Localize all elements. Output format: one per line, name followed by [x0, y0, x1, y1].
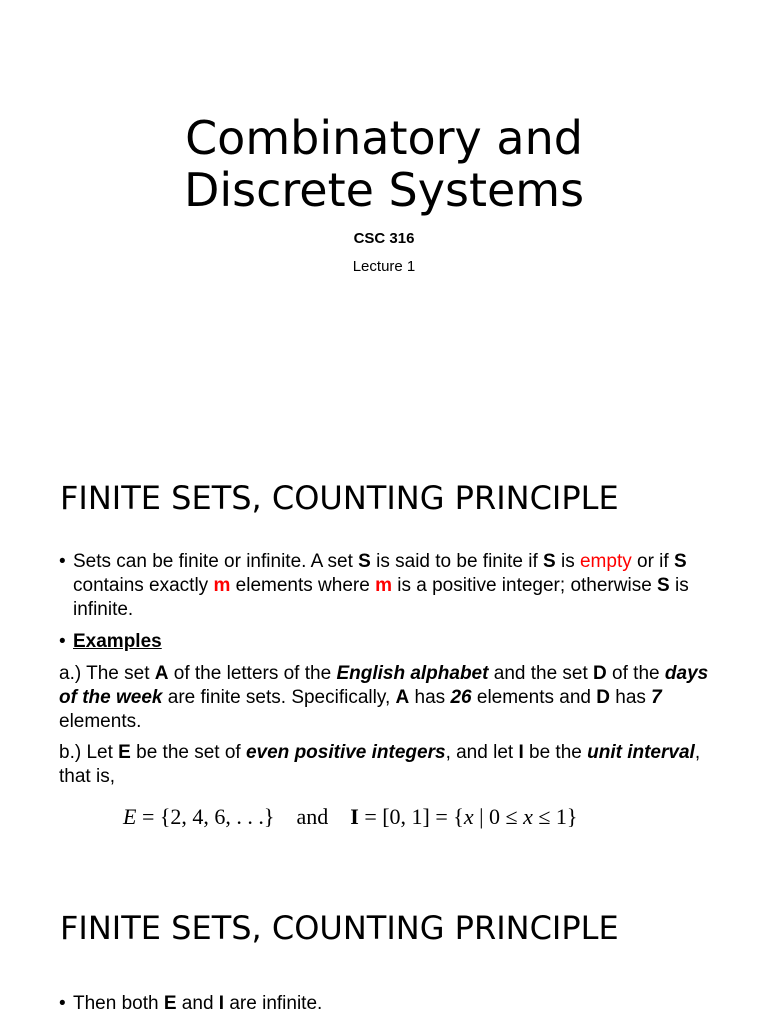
text: , and let — [445, 742, 519, 763]
text: and the set — [488, 663, 594, 684]
formula-x: x — [463, 804, 474, 829]
set-s: S — [657, 575, 670, 596]
text: a.) The set — [59, 663, 155, 684]
count-26: 26 — [450, 687, 472, 708]
empty-highlight: empty — [579, 551, 632, 572]
text: of the letters of the — [168, 663, 337, 684]
text: is — [555, 551, 580, 572]
text: or if — [631, 551, 674, 572]
title-line-2: Discrete Systems — [183, 163, 585, 217]
set-s: S — [543, 551, 556, 572]
text: Sets can be finite or infinite. A set — [73, 551, 359, 572]
text: is said to be finite if — [370, 551, 544, 572]
lecture-label: Lecture 1 — [352, 258, 416, 275]
examples-heading: Examples — [73, 631, 162, 652]
section-title: FINITE SETS, COUNTING PRINCIPLE — [60, 479, 619, 517]
text: Then both — [73, 993, 164, 1014]
formula-text: | 0 ≤ — [473, 804, 524, 829]
content-slide-1 — [0, 440, 768, 860]
set-s: S — [358, 551, 371, 572]
bullet-finite-definition — [59, 550, 709, 622]
text: are infinite. — [224, 993, 323, 1014]
set-formula — [59, 803, 709, 831]
set-a: A — [154, 663, 169, 684]
slide-body — [59, 550, 709, 831]
text: contains exactly — [73, 575, 214, 596]
example-b — [59, 741, 709, 789]
section-title: FINITE SETS, COUNTING PRINCIPLE — [60, 909, 619, 947]
set-i: I — [518, 742, 524, 763]
set-d: D — [596, 687, 610, 708]
text: are finite sets. Specifically, — [162, 687, 396, 708]
formula-text: ≤ 1} — [532, 804, 578, 829]
even-positive-integers: even positive integers — [245, 742, 446, 763]
text: is infinite. — [73, 575, 689, 620]
formula-e: E — [123, 804, 137, 829]
content-slide-2 — [0, 860, 768, 1024]
text: elements where — [230, 575, 376, 596]
formula-x: x — [523, 804, 533, 829]
title-line-1: Combinatory and — [185, 111, 583, 165]
formula-text: = {2, 4, 6, . . .} and — [136, 804, 351, 829]
example-a — [59, 662, 709, 734]
set-e: E — [163, 993, 177, 1014]
set-d: D — [593, 663, 607, 684]
text: be the — [523, 742, 588, 763]
set-e: E — [118, 742, 131, 763]
text: , that is, — [59, 742, 701, 787]
var-m: m — [375, 575, 392, 596]
text: is a positive integer; otherwise — [391, 575, 658, 596]
english-alphabet: English alphabet — [336, 663, 489, 684]
days-of-week: days of the week — [59, 663, 709, 708]
set-s: S — [673, 551, 687, 572]
set-a: A — [395, 687, 410, 708]
text: elements. — [59, 711, 142, 732]
text: has — [409, 687, 451, 708]
var-m: m — [213, 575, 231, 596]
slide-body — [59, 992, 709, 1024]
formula-text: = [0, 1] = { — [358, 804, 464, 829]
text: of the — [606, 663, 665, 684]
slide-title — [0, 112, 768, 216]
text: has — [609, 687, 652, 708]
bullet-examples — [59, 630, 709, 654]
course-code: CSC 316 — [353, 230, 415, 247]
bullet-infinite — [59, 992, 709, 1016]
unit-interval: unit interval — [587, 742, 695, 763]
count-7: 7 — [651, 687, 662, 708]
text: b.) Let — [59, 742, 119, 763]
set-i: I — [218, 993, 225, 1014]
text: be the set of — [130, 742, 246, 763]
text: and — [176, 993, 219, 1014]
text: elements and — [471, 687, 597, 708]
formula-i: I — [350, 804, 359, 829]
title-slide — [0, 0, 768, 440]
